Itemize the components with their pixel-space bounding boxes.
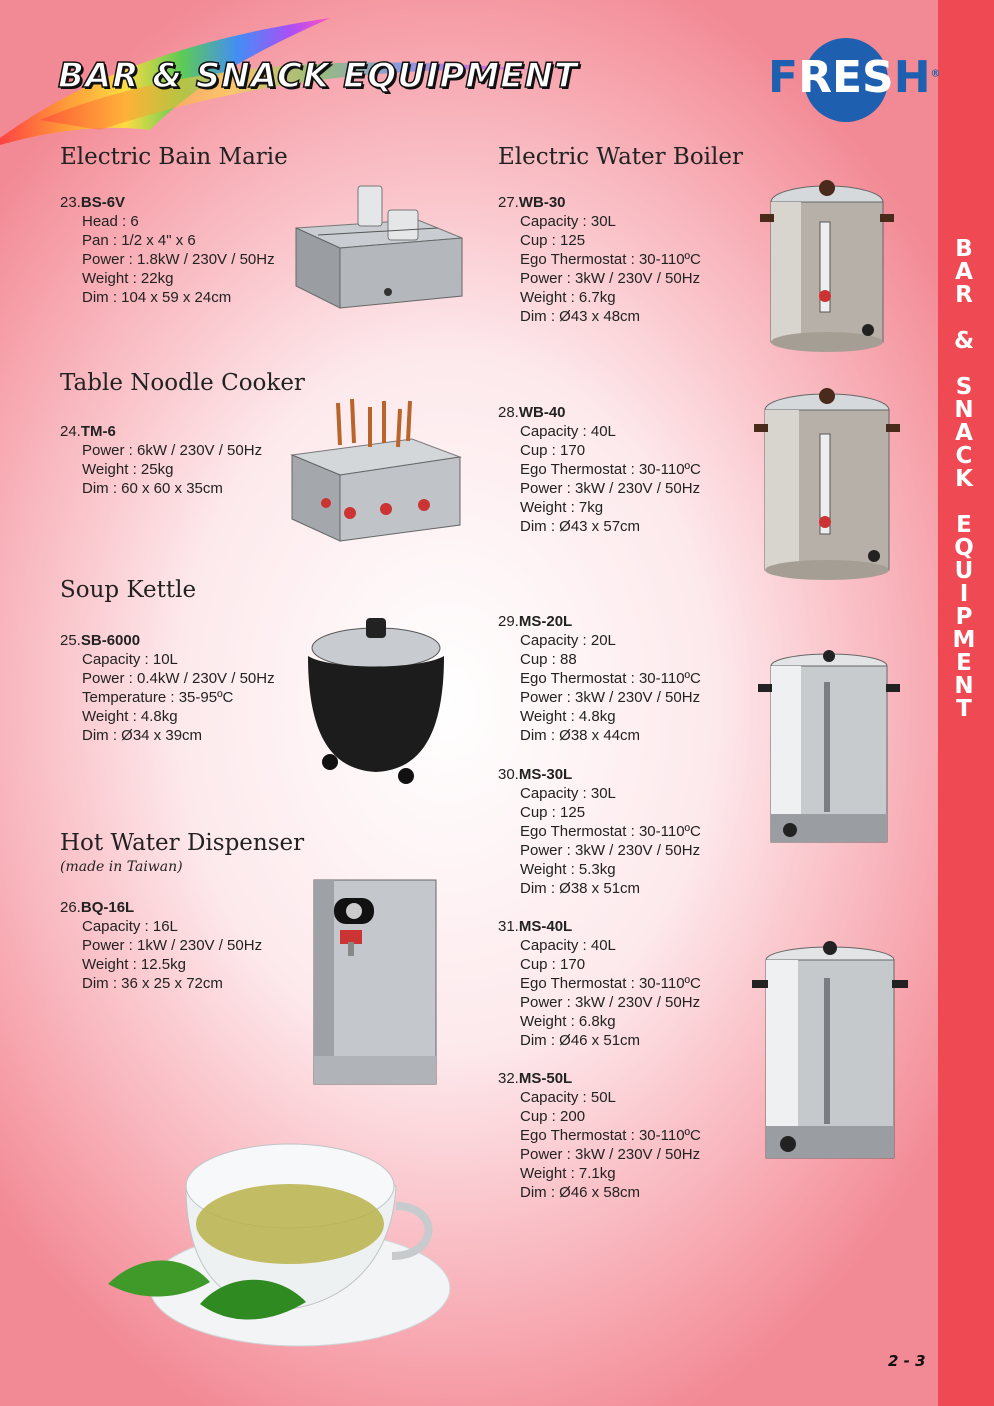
spec-line: Power : 6kW / 230V / 50Hz [82,442,263,459]
model-number: 23.BS-6V [60,194,126,211]
spec-line: Dim : Ø43 x 57cm [520,518,641,535]
spec-line: Weight : 6.8kg [520,1013,616,1030]
spec-line: Capacity : 10L [82,651,178,668]
spec-line: Ego Thermostat : 30-110ºC [520,461,701,478]
spec-line: Dim : 104 x 59 x 24cm [82,289,232,306]
made-in-note: (made in Taiwan) [60,859,183,875]
spec-line: Dim : Ø38 x 44cm [520,727,641,744]
spec-line: Capacity : 30L [520,213,616,230]
spec-tm-6 [60,422,262,498]
spec-line: Capacity : 30L [520,785,616,802]
spec-line: Ego Thermostat : 30-110ºC [520,823,701,840]
model-number: 31.MS-40L [498,918,573,935]
spec-line: Power : 3kW / 230V / 50Hz [520,994,701,1011]
spec-line: Capacity : 20L [520,632,616,649]
tea-cup-image [100,1106,460,1356]
logo-registered-mark: ® [930,68,941,80]
spec-line: Cup : 170 [520,956,586,973]
spec-line: Capacity : 40L [520,937,616,954]
spec-line: Dim : Ø46 x 58cm [520,1184,641,1201]
noodle-cooker-image [288,395,464,547]
spec-line: Weight : 5.3kg [520,861,616,878]
spec-line: Cup : 170 [520,442,586,459]
spec-line: Ego Thermostat : 30-110ºC [520,251,701,268]
spec-sb-6000 [60,631,275,745]
section-title-bain-marie: Electric Bain Marie [60,144,288,170]
spec-line: Weight : 12.5kg [82,956,186,973]
model-number: 28.WB-40 [498,404,566,421]
model-number: 27.WB-30 [498,194,566,211]
spec-line: Power : 1kW / 230V / 50Hz [82,937,263,954]
spec-line: Weight : 4.8kg [520,708,616,725]
ms-50l-image [752,940,908,1168]
spec-line: Cup : 125 [520,804,586,821]
spec-line: Power : 0.4kW / 230V / 50Hz [82,670,275,687]
logo-wordmark: FRESH [768,52,931,103]
page-title: BAR & SNACK EQUIPMENT [58,56,579,96]
model-number: 32.MS-50L [498,1070,573,1087]
logo-text [768,52,940,103]
spec-line: Dim : 60 x 60 x 35cm [82,480,223,497]
spec-wb-30 [498,193,701,326]
page-number: 2 - 3 [888,1352,926,1370]
spec-ms-30l [498,765,701,898]
spec-line: Power : 3kW / 230V / 50Hz [520,1146,701,1163]
section-title-soup-kettle: Soup Kettle [60,577,197,603]
spec-line: Cup : 88 [520,651,577,668]
spec-line: Capacity : 16L [82,918,178,935]
spec-line: Ego Thermostat : 30-110ºC [520,975,701,992]
spec-line: Pan : 1/2 x 4" x 6 [82,232,196,249]
spec-bq-16l [60,898,262,993]
spec-line: Ego Thermostat : 30-110ºC [520,670,701,687]
spec-line: Cup : 125 [520,232,586,249]
fresh-logo [768,38,940,120]
spec-line: Temperature : 35-95ºC [82,689,234,706]
spec-line: Weight : 4.8kg [82,708,178,725]
side-banner-text: B A R & S N A C K E Q U I P M E N T [952,236,976,722]
spec-line: Power : 3kW / 230V / 50Hz [520,842,701,859]
bain-marie-image [288,180,466,312]
ms-30l-image [756,648,902,852]
spec-line: Ego Thermostat : 30-110ºC [520,1127,701,1144]
soup-kettle-image [300,612,450,792]
spec-line: Weight : 22kg [82,270,174,287]
model-number: 24.TM-6 [60,423,116,440]
spec-line: Power : 3kW / 230V / 50Hz [520,270,701,287]
spec-line: Power : 1.8kW / 230V / 50Hz [82,251,275,268]
spec-line: Head : 6 [82,213,139,230]
spec-ms-40l [498,917,701,1050]
spec-line: Power : 3kW / 230V / 50Hz [520,480,701,497]
spec-line: Dim : 36 x 25 x 72cm [82,975,223,992]
spec-line: Weight : 25kg [82,461,174,478]
spec-line: Weight : 6.7kg [520,289,616,306]
spec-line: Dim : Ø34 x 39cm [82,727,203,744]
model-number: 30.MS-30L [498,766,573,783]
spec-line: Dim : Ø43 x 48cm [520,308,641,325]
model-number: 29.MS-20L [498,613,573,630]
wb-30-image [760,176,894,354]
hot-water-dispenser-image [310,878,440,1090]
model-number: 26.BQ-16L [60,899,135,916]
spec-line: Capacity : 50L [520,1089,616,1106]
section-title-noodle-cooker: Table Noodle Cooker [60,370,305,396]
spec-ms-20l [498,612,701,745]
spec-wb-40 [498,403,701,536]
spec-line: Cup : 200 [520,1108,586,1125]
spec-line: Dim : Ø38 x 51cm [520,880,641,897]
model-number: 25.SB-6000 [60,632,141,649]
section-title-hot-water-dispenser: Hot Water Dispenser [60,830,305,856]
spec-line: Capacity : 40L [520,423,616,440]
section-title-water-boiler: Electric Water Boiler [498,144,744,170]
spec-ms-50l [498,1069,701,1202]
wb-40-image [754,384,900,582]
spec-bs-6v [60,193,275,307]
spec-line: Weight : 7kg [520,499,604,516]
spec-line: Dim : Ø46 x 51cm [520,1032,641,1049]
spec-line: Weight : 7.1kg [520,1165,616,1182]
spec-line: Power : 3kW / 230V / 50Hz [520,689,701,706]
